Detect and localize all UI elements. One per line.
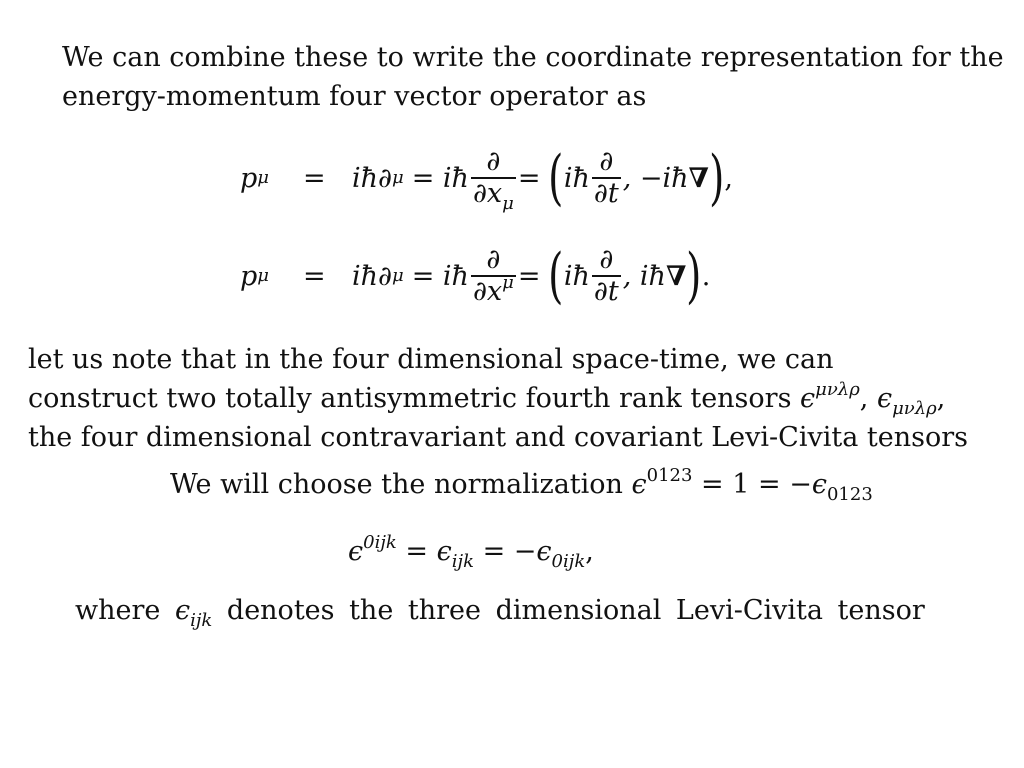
equation-3: $\epsilon^{0ijk} = \epsilon_{ijk} = -\epsilon_{0ijk}$, [348, 532, 594, 572]
para2-line-1: let us note that in the four dimensional space-time, we can [28, 344, 834, 375]
equation-2 [0, 236, 1024, 316]
eq1-lhs: p μ [240, 162, 269, 194]
normalization-line: We will choose the normalization $\epsilon^{0123} = 1 = -\epsilon_{0123}$ [170, 465, 873, 505]
eq2-lhs: p μ [240, 260, 269, 292]
eq1-inner-fraction: $\frac{\partial}{\partial t}$ [593, 146, 619, 209]
eq1-rhs: iħ∂ μ = iħ $\frac{\partial}{\partial x_\mu}$ = ( iħ $\frac{\partial}{\partial t}$ , −iħ ∇ ) , [352, 143, 733, 214]
intro-line-1: We can combine these to write the coordinate representation for the [62, 42, 1004, 73]
nabla-symbol: ∇ [665, 260, 687, 292]
closing-line: where $\epsilon_{ijk}$ denotes the three dimensional Levi-Civita tensor [75, 595, 925, 631]
para2-line-2: construct two totally antisymmetric fourth rank tensors $\epsilon^{\mu\nu\lambda\rho}$, $\epsilon_{\mu\nu\lambda\rho}$, [28, 379, 946, 419]
eq2-fraction: $\frac{\partial}{\partial x^\mu}$ [472, 244, 514, 307]
eq2-paren-open: ( [548, 241, 564, 311]
eq2-inner-fraction: $\frac{\partial}{\partial t}$ [593, 244, 619, 307]
eq1-fraction: $\frac{\partial}{\partial x_\mu}$ [472, 146, 514, 214]
eq1-paren-close: ) [708, 143, 725, 213]
eq1-paren-open: ( [548, 143, 564, 213]
nabla-symbol: ∇ [688, 162, 709, 194]
intro-line-2: energy-momentum four vector operator as [62, 81, 647, 112]
eq2-equals: = [303, 260, 326, 292]
eq1-equals: = [303, 162, 326, 194]
eq2-paren-close: ) [686, 241, 702, 311]
para2-line-3: the four dimensional contravariant and covariant Levi-Civita tensors [28, 422, 968, 453]
eq2-rhs: iħ∂ μ = iħ $\frac{\partial}{\partial x^\mu}$ = ( iħ $\frac{\partial}{\partial t}$ , iħ ∇ ) . [352, 241, 711, 311]
equation-1 [0, 138, 1024, 218]
